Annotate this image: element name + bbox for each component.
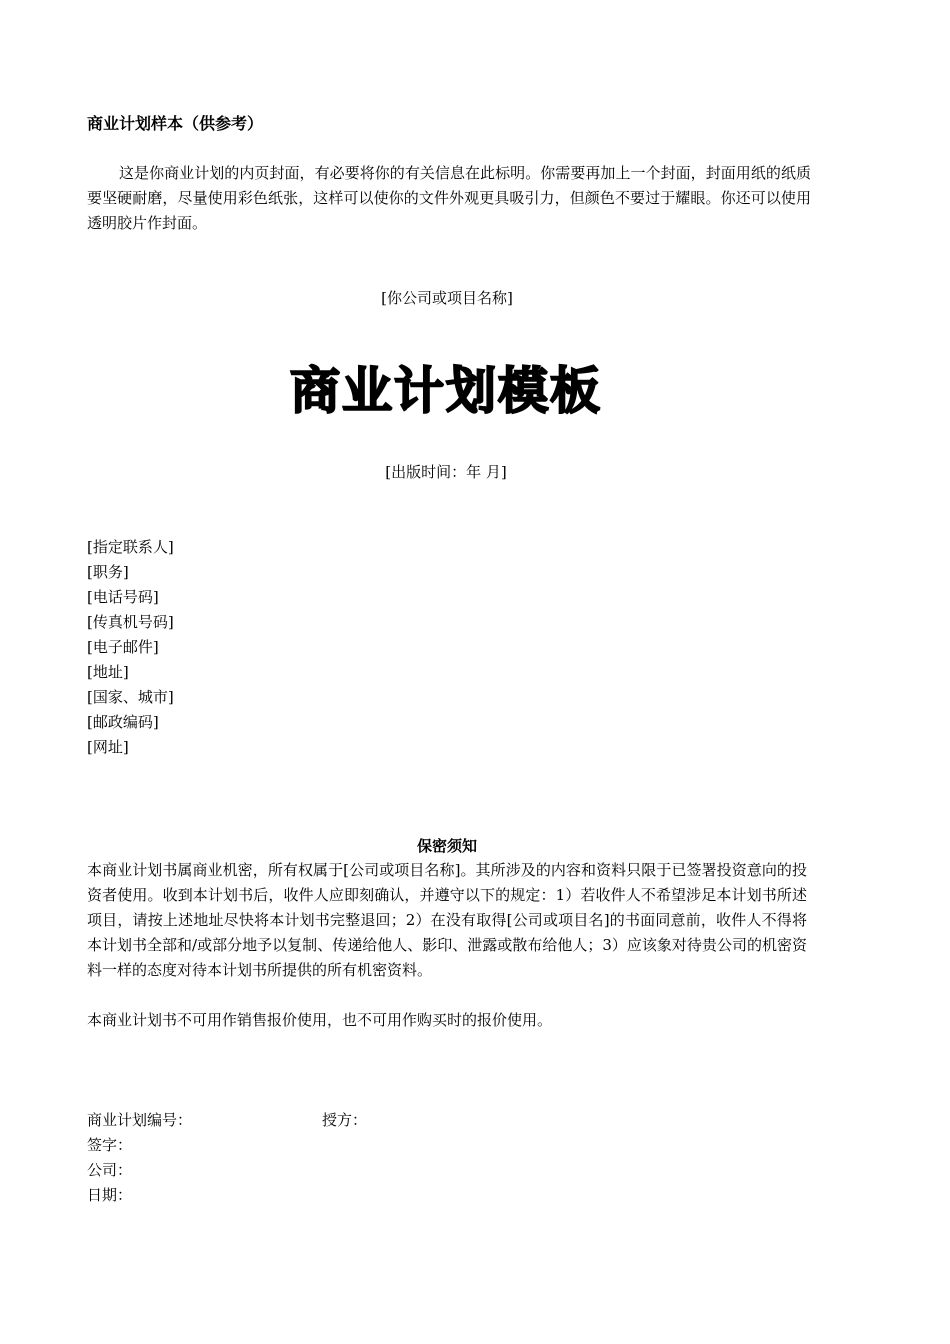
contact-address: [地址] — [87, 663, 129, 681]
confidentiality-note: 本商业计划书不可用作销售报价使用，也不可用作购买时的报价使用。 — [87, 1011, 553, 1029]
grantee-label: 授方： — [322, 1111, 368, 1129]
sign-label: 签字： — [87, 1136, 133, 1154]
date-label: 日期： — [87, 1186, 133, 1204]
contact-website: [网址] — [87, 738, 129, 756]
company-label: 公司： — [87, 1161, 133, 1179]
contact-country-city: [国家、城市] — [87, 688, 174, 706]
contact-fax: [传真机号码] — [87, 613, 174, 631]
signature-block — [87, 1108, 192, 1208]
cover-title: 商业计划模板 — [290, 362, 602, 420]
contact-position: [职务] — [87, 563, 129, 581]
document-heading: 商业计划样本（供参考） — [87, 114, 264, 133]
plan-number-label: 商业计划编号： — [87, 1111, 193, 1129]
contact-info-list — [87, 535, 174, 760]
confidentiality-body: 本商业计划书属商业机密，所有权属于[公司或项目名称]。其所涉及的内容和资料只限于已签署投资意向的投资者使用。收到本计划书后，收件人应即刻确认，并遵守以下的规定：1）若收件人不希望涉足本计划书所述项目，请按上述地址尽快将本计划书完整退回；2）在没有取得[公司或项目名]的书面同意前，收件人不得将本计划书全部和/或部分地予以复制、传递给他人、影印、泄露或散布给他人；3）应该象对待贵公司的机密资料一样的态度对待本计划书所提供的所有机密资料。 — [87, 861, 807, 979]
contact-phone: [电话号码] — [87, 588, 159, 606]
contact-email: [电子邮件] — [87, 638, 159, 656]
company-placeholder: [你公司或项目名称] — [381, 289, 513, 307]
intro-paragraph: 这是你商业计划的内页封面，有必要将你的有关信息在此标明。你需要再加上一个封面，封面用纸的纸质要坚硬耐磨，尽量使用彩色纸张，这样可以使你的文件外观更具吸引力，但颜色不要过于耀眼。你还可以使用透明胶片作封面。 — [87, 164, 811, 232]
confidentiality-title: 保密须知 — [416, 837, 477, 855]
contact-postal-code: [邮政编码] — [87, 713, 159, 731]
contact-person: [指定联系人] — [87, 538, 174, 556]
publish-date: [出版时间：年 月] — [385, 463, 507, 481]
